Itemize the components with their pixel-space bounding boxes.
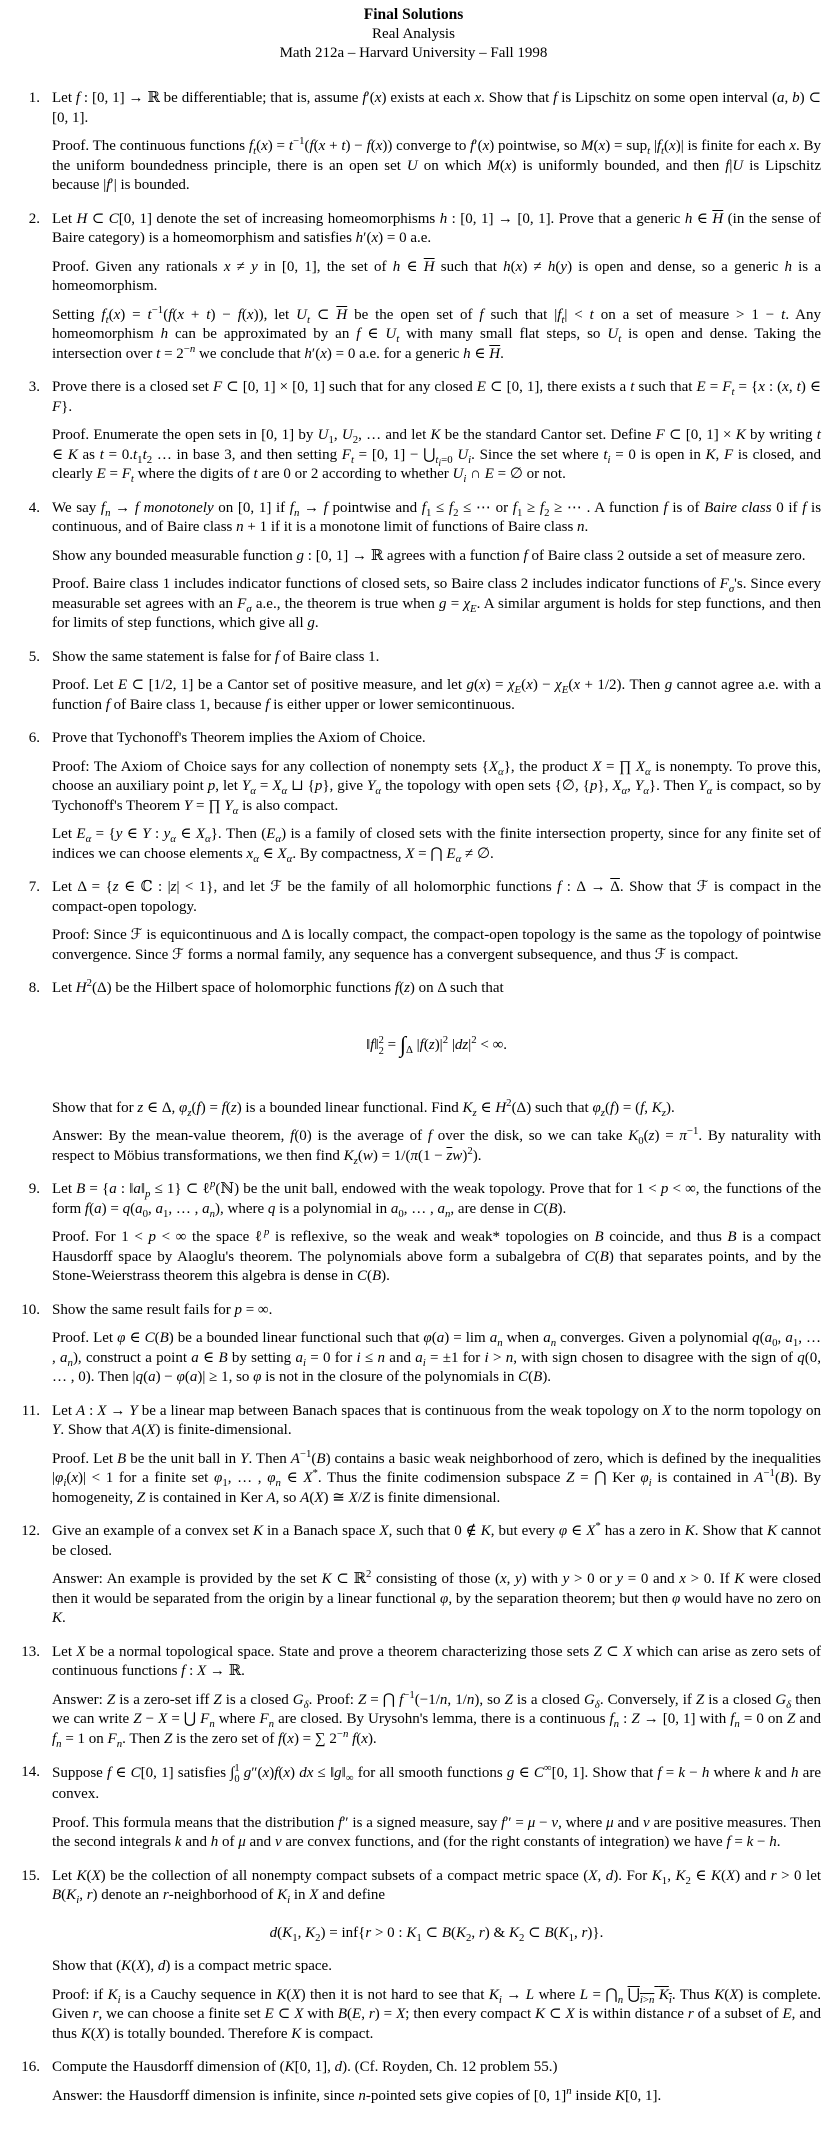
problem-16 xyxy=(4,2058,823,2106)
document-subtitle: Real Analysis xyxy=(372,25,455,42)
problem-number: 2. xyxy=(28,210,40,227)
problem-body xyxy=(52,729,823,864)
problem-number: 6. xyxy=(28,730,40,747)
problem-statement: Let f : [0, 1] → ℝ be differentiable; that is, assume f′(x) exists at each x. Show that f is Lipschitz on some open interval (a, b) ⊂ [0, 1]. xyxy=(52,90,822,126)
problem-statement: Prove that Tychonoff's Theorem implies the Axiom of Choice. xyxy=(52,730,426,747)
problem-15 xyxy=(4,1867,823,2045)
problem-body xyxy=(52,499,823,634)
problem-statement: Show the same statement is false for f of Baire class 1. xyxy=(52,648,380,665)
proof-paragraph: Proof. Enumerate the open sets in [0, 1] by $U_1$, $U_2$, … and let K be the standard Cantor set. Define F ⊂ [0, 1] × K by writing t ∈ K as $t = 0.t_1t_2$ … in base 3, and then setting $F_t = [0$, $1] - ⋃_{t_i=0}$ $U_i$. Since the set where $t_i = 0$ is open in K, F is closed, and clearly $E = F_t$ where the digits of t are 0 or 2 according to whether $U_i$ ∩ E = ∅ or not. xyxy=(52,427,821,486)
problem-2 xyxy=(4,210,823,365)
answer-paragraph: Answer: An example is provided by the set K ⊂ ℝ$^2$ consisting of those (x, y) with y > 0 or y = 0 and x > 0. If K were closed then it would be separated from the origin by a linear functional φ, by the separation theorem; but then φ would have no zero on K. xyxy=(52,1568,822,1627)
problem-number: 16. xyxy=(21,2059,40,2076)
answer-paragraph: Answer: By the mean-value theorem, f(0) is the average of f over the disk, so we can take $K_0(z) = \pi^{-1}$. By naturality with respect to Möbius transformations, we then find $K_z(w) = 1/(\pi(1 - \overline{z}w)^2)$. xyxy=(52,1125,821,1167)
proof-paragraph: Proof: Since ℱ is equicontinuous and Δ is locally compact, the compact-open topology is the same as the topology of pointwise convergence. Since ℱ forms a normal family, any sequence has a convergent subsequence, and thus ℱ is compact. xyxy=(52,927,821,963)
problem-statement: Let H ⊂ C[0, 1] denote the set of increasing homeomorphisms h : [0, 1] → [0, 1]. Prove that a generic h ∈ $\overline{H}$ (in the sense of Baire category) is a homeomorphism and satisfies h′(x) = 0 a.e. xyxy=(52,210,821,247)
problem-number: 4. xyxy=(28,499,40,516)
problem-number: 9. xyxy=(28,1181,40,1198)
problem-4 xyxy=(4,499,823,634)
problem-number: 7. xyxy=(28,879,40,896)
proof-paragraph: Let $E_\alpha = \{y$ ∈ Y : $y_\alpha$ ∈ $X_\alpha$}. Then $(E_\alpha)$ is a family of closed sets with the finite intersection property, since for any finite set of indices we can choose elements $x_\alpha$ ∈ $X_\alpha$. By compactness, X = ⋂ $E_\alpha$ ≠ ∅. xyxy=(52,826,821,865)
problem-statement: Prove there is a closed set F ⊂ [0, 1] × [0, 1] such that for any closed E ⊂ [0, 1], there exists a t such that $E = F_t = \{x$ : (x, t) ∈ F}. xyxy=(52,379,821,415)
proof-paragraph: Proof. Let B be the unit ball in Y. Then $A^{-1}(B)$ contains a basic weak neighborhood of zero, which is defined by the inequalities $|\varphi_i(x)| < 1$ for a finite set $\varphi_1$, … , $\varphi_n$ ∈ X*. Thus the finite codimension subspace Z = ⋂ Ker $\varphi_i$ is contained in $A^{-1}(B)$. By homogeneity, Z is contained in Ker A, so A(X) ≅ X/Z is finite dimensional. xyxy=(52,1447,822,1506)
document-title: Final Solutions xyxy=(363,6,464,23)
proof-paragraph: Proof. The continuous functions $f_t(x) = t^{-1}(f(x + t) - f(x))$ converge to f′(x) pointwise, so M(x) = sup$_t$ $|f_t(x)|$ is finite for each x. By the uniform boundedness principle, there is an open set U on which M(x) is uniformly bounded, and then f|U is Lipschitz because |f′| is bounded. xyxy=(52,135,821,194)
problem-statement: Give an example of a convex set K in a Banach space X, such that 0 ∉ K, but every φ ∈ X* has a zero in K. Show that K cannot be closed. xyxy=(52,1520,821,1559)
problem-number: 8. xyxy=(28,980,40,997)
problem-number: 3. xyxy=(28,379,40,396)
problem-body xyxy=(52,378,823,485)
proof-paragraph: Setting $f_t(x) = t^{-1}(f(x + t) - f(x))$, let $U_t$ ⊂ $\overline{H}$ be the open set of f such that $|f_t| < t$ on a set of measure > 1 − t. Any homeomorphism h can be approximated by an f ∈ $U_t$ with many small flat steps, so $U_t$ is open and dense. Taking the intersection over $t = 2^{-n}$ we conclude that h′(x) = 0 a.e. for a generic h ∈ $\overline{H}$. xyxy=(52,303,821,362)
problem-body xyxy=(52,1301,823,1388)
proof-paragraph: Proof: if $K_i$ is a Cauchy sequence in K(X) then it is not hard to see that $K_i \to L$ where $L = ⋂_n$ $⋃_{i>n}$ $K_i$. Thus K(X) is complete. Given r, we can choose a finite set E ⊂ X with B(E, r) = X; then every compact K ⊂ X is within distance r of a subset of E, and thus K(X) is totally bounded. Therefore K is compact. xyxy=(52,1986,822,2042)
problem-body xyxy=(52,1402,823,1509)
problem-statement: Let K(X) be the collection of all nonempty compact subsets of a compact metric space (X, d). For $K_1$, $K_2$ ∈ K(X) and r > 0 let $B(K_i$, r) denote an r-neighborhood of $K_i$ in X and define xyxy=(52,1867,822,1907)
proof-paragraph: Proof. Let E ⊂ [1/2, 1] be a Cantor set of positive measure, and let $g(x) = \chi_E(x) - \chi_E(x + 1/2)$. Then g cannot agree a.e. with a function f of Baire class 1, because f is either upper or lower semicontinuous. xyxy=(52,677,821,713)
problem-number: 1. xyxy=(28,90,40,107)
problem-body xyxy=(52,1643,823,1750)
problem-body xyxy=(52,89,823,196)
problem-5 xyxy=(4,648,823,716)
problem-1 xyxy=(4,89,823,196)
problem-body xyxy=(52,1763,823,1853)
problem-statement: Let A : X → Y be a linear map between Banach spaces that is continuous from the weak topology on X to the norm topology on Y. Show that A(X) is finite-dimensional. xyxy=(52,1402,822,1439)
problem-9 xyxy=(4,1180,823,1287)
problem-3 xyxy=(4,378,823,485)
problem-6 xyxy=(4,729,823,864)
problem-statement: Show that (K(X), d) is a compact metric space. xyxy=(52,1958,332,1975)
proof-paragraph: Proof. For 1 < p < ∞ the space ℓ$^p$ is reflexive, so the weak and weak* topologies on B coincide, and thus B is a compact Hausdorff space by Alaoglu's theorem. The polynomials above form a subalgebra of C(B) that separates points, and by the Stone-Weierstrass theorem this algebra is dense in C(B). xyxy=(52,1226,821,1285)
norm-display-formula: ‖f‖ 2 2 = $\int_\Delta$ $|f(z)|^2$ $|dz|^2$ < ∞. xyxy=(365,1031,508,1057)
problem-body xyxy=(52,1522,823,1629)
proof-paragraph: Proof. This formula means that the distribution f″ is a signed measure, say f″ = μ − ν, where μ and ν are positive measures. Then the second integrals k and h of μ and ν are convex functions, and (for the right constants of integration) we have f = k − h. xyxy=(52,1814,821,1851)
problem-statement: Let Δ = {z ∈ ℂ : |z| < 1}, and let ℱ be the family of all holomorphic functions f : $\Delta \to \overline{\Delta}$. Show that ℱ is compact in the compact-open topology. xyxy=(52,879,822,915)
problem-statement: We say $f_n \to f$ monotonely on [0, 1] if $f_n \to f$ pointwise and $f_1 \le f_2$ ≤ ⋯ or $f_1 \ge f_2$ ≥ ⋯ . A function f is of Baire class 0 if f is continuous, and of Baire class n + 1 if it is a monotone limit of functions of Baire class n. xyxy=(52,499,822,536)
problem-number: 10. xyxy=(21,1301,40,1318)
problem-statement: Compute the Hausdorff dimension of (K[0, 1], d). (Cf. Royden, Ch. 12 problem 55.) xyxy=(52,2059,558,2076)
problem-statement: Let X be a normal topological space. State and prove a theorem characterizing those sets Z ⊂ X which can arise as zero sets of continuous functions f : X → ℝ. xyxy=(52,1643,821,1680)
problem-14 xyxy=(4,1763,823,1853)
problem-12 xyxy=(4,1522,823,1629)
hausdorff-metric-formula: $d(K_1$, $K_2) = inf\{r > 0$ : $K_1$ ⊂ $B(K_2$, r) & $K_2$ ⊂ $B(K_1$, r)}. xyxy=(269,1924,604,1944)
problem-number: 14. xyxy=(21,1764,40,1781)
problem-body xyxy=(52,979,823,1166)
problem-statement: Show any bounded measurable function g : [0, 1] → ℝ agrees with a function f of Baire class 2 outside a set of measure zero. xyxy=(52,547,806,564)
problem-body xyxy=(52,648,823,716)
problem-body xyxy=(52,210,823,365)
problem-number: 13. xyxy=(21,1643,40,1660)
problem-7 xyxy=(4,878,823,965)
document-header xyxy=(4,5,823,63)
problem-body xyxy=(52,2058,823,2106)
problem-11 xyxy=(4,1402,823,1509)
proof-paragraph: Proof. Given any rationals x ≠ y in [0, 1], the set of h ∈ $\overline{H}$ such that h(x) ≠ h(y) is open and dense, so a generic h is a homeomorphism. xyxy=(52,258,821,295)
proof-paragraph: Proof: The Axiom of Choice says for any collection of nonempty sets $\{X_\alpha\}$, the product X = ∏ $X_\alpha$ is nonempty. To prove this, choose an auxiliary point p, let $Y_\alpha = X_\alpha$ ⊔ {p}, give $Y_\alpha$ the topology with open sets {∅, {p}, $X_\alpha$, $Y_\alpha$}. Then $Y_\alpha$ is compact, so by Tychonoff's Theorem Y = ∏ $Y_\alpha$ is also compact. xyxy=(52,758,822,817)
problem-body xyxy=(52,878,823,965)
answer-paragraph: Answer: Z is a zero-set iff Z is a closed $G_\delta$. Proof: Z = ⋂ $f^{-1}(-1/n$, 1/n), so Z is a closed $G_\delta$. Conversely, if Z is a closed $G_\delta$ then we can write Z − X = ⋃ $F_n$ where $F_n$ are closed. By Urysohn's lemma, there is a continuous $f_n$ : Z → [0, 1] with $f_n = 0$ on Z and $f_n = 1$ on $F_n$. Then Z is the zero set of f(x) = ∑ $2^{-n}$ f(x). xyxy=(52,1688,822,1750)
problem-body xyxy=(52,1867,823,2045)
problem-8 xyxy=(4,979,823,1166)
problem-statement: Let B = {a : $‖a‖_p \le 1$} ⊂ ℓ$^p$(ℕ) be the unit ball, endowed with the weak topology. Prove that for 1 < p < ∞, the functions of the form $f(a) = q(a_0$, $a_1$, … , $a_n$), where q is a polynomial in $a_0$, … , $a_n$, are dense in C(B). xyxy=(52,1178,821,1220)
answer-paragraph: Answer: the Hausdorff dimension is infinite, since n-pointed sets give copies of [0, 1]$^n$ inside K[0, 1]. xyxy=(52,2084,662,2104)
problem-statement: Show that for z ∈ Δ, $\varphi_z(f) = f(z)$ is a bounded linear functional. Find $K_z$ ∈ $H^2(\Delta)$ such that $\varphi_z(f) = (f$, $K_z$). xyxy=(52,1096,675,1119)
document-course-line: Math 212a – Harvard University – Fall 1998 xyxy=(279,45,548,62)
problem-number: 11. xyxy=(21,1402,40,1419)
problem-number: 12. xyxy=(21,1523,40,1540)
problem-13 xyxy=(4,1643,823,1750)
problem-statement: Show the same result fails for p = ∞. xyxy=(52,1301,273,1318)
problem-statement: Let $H^2(\Delta)$ be the Hilbert space of holomorphic functions f(z) on Δ such that xyxy=(52,977,504,997)
problem-body xyxy=(52,1180,823,1287)
problem-number: 15. xyxy=(21,1867,40,1884)
problem-statement: Suppose f ∈ C[0, 1] satisfies ∫ 1 0 g″(x)f(x) dx ≤ $‖g‖_\infty$ for all smooth functions g ∈ C∞[0, 1]. Show that f = k − h where k and h are convex. xyxy=(52,1762,821,1803)
problem-number: 5. xyxy=(28,648,40,665)
proof-paragraph: Proof. Let φ ∈ C(B) be a bounded linear functional such that $\varphi(a) = \lim a_n$ when $a_n$ converges. Given a polynomial $q(a_0$, $a_1$, … , $a_n$), construct a point a ∈ B by setting $a_i = 0$ for i ≤ n and $a_i = \pm 1$ for i > n, with sign chosen to disagree with the sign of q(0, … , 0). Then |q(a) − φ(a)| ≥ 1, so φ is not in the closure of the polynomials in C(B). xyxy=(52,1330,822,1386)
problem-10 xyxy=(4,1301,823,1388)
proof-paragraph: Proof. Baire class 1 includes indicator functions of closed sets, so Baire class 2 includes indicator functions of $F_\sigma's$. Since every measurable set agrees with an $F_\sigma$ a.e., the theorem is true when $g = \chi_E$. A similar argument is holds for step functions, and then for limits of step functions, which give all g. xyxy=(52,576,821,632)
